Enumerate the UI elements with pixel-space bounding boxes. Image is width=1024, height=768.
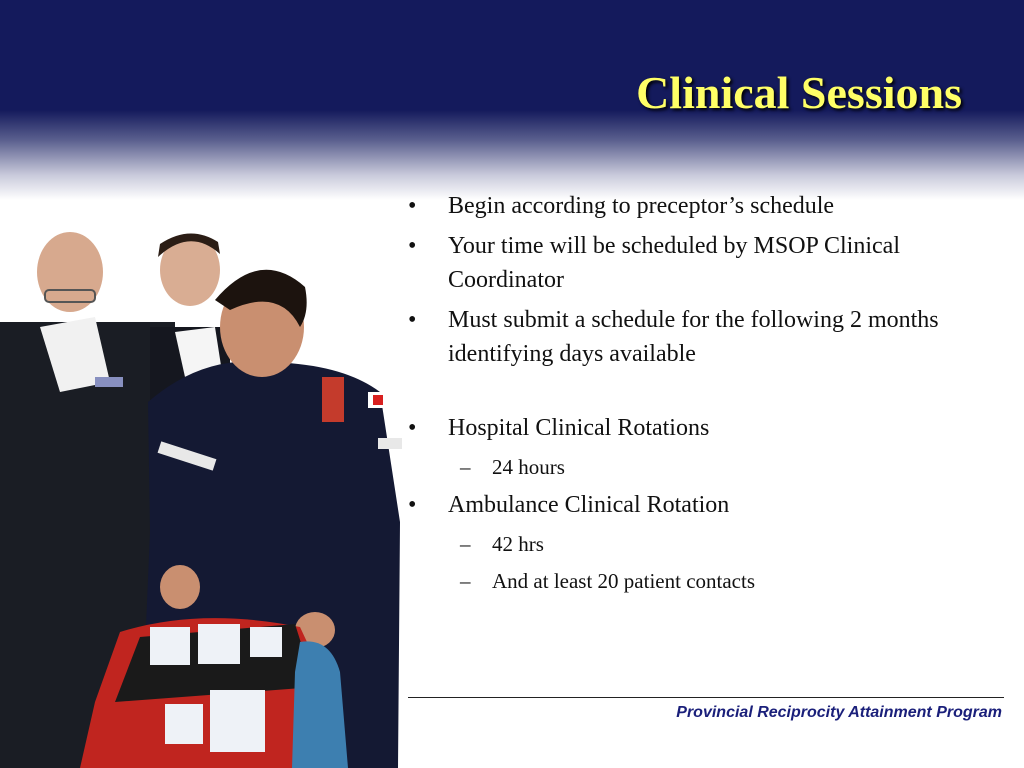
paramedics-photo [0, 232, 410, 768]
bullet-list [406, 189, 1006, 602]
bullet-text: Must submit a schedule for the following 2 months identifying days available [448, 307, 939, 367]
dash-marker: – [460, 569, 471, 593]
list-item [406, 488, 1006, 522]
bullet-marker: • [408, 193, 417, 219]
sub-bullet-text: And at least 20 patient contacts [492, 569, 756, 593]
sub-bullet-text: 24 hours [492, 455, 565, 479]
sub-list-item [406, 528, 1006, 560]
slide-title: Clinical Sessions [636, 67, 962, 118]
list-item [406, 411, 1006, 445]
bullet-marker: • [408, 415, 417, 441]
footer-divider [408, 697, 1004, 698]
sub-list-item [406, 565, 1006, 597]
list-item [406, 303, 1006, 371]
bullet-marker: • [408, 307, 417, 333]
sub-bullet-text: 42 hrs [492, 532, 544, 556]
dash-marker: – [460, 455, 471, 479]
bullet-text: Your time will be scheduled by MSOP Clinical Coordinator [448, 233, 900, 293]
list-item [406, 189, 1006, 223]
dash-marker: – [460, 532, 471, 556]
bullet-text: Begin according to preceptor’s schedule [448, 193, 835, 219]
bullet-marker: • [408, 492, 417, 518]
bullet-marker: • [408, 233, 417, 259]
bullet-text: Ambulance Clinical Rotation [448, 492, 730, 518]
sub-list-item [406, 451, 1006, 483]
bullet-text: Hospital Clinical Rotations [448, 415, 710, 441]
footer-program-name: Provincial Reciprocity Attainment Program [676, 704, 1002, 721]
list-item [406, 229, 1006, 297]
